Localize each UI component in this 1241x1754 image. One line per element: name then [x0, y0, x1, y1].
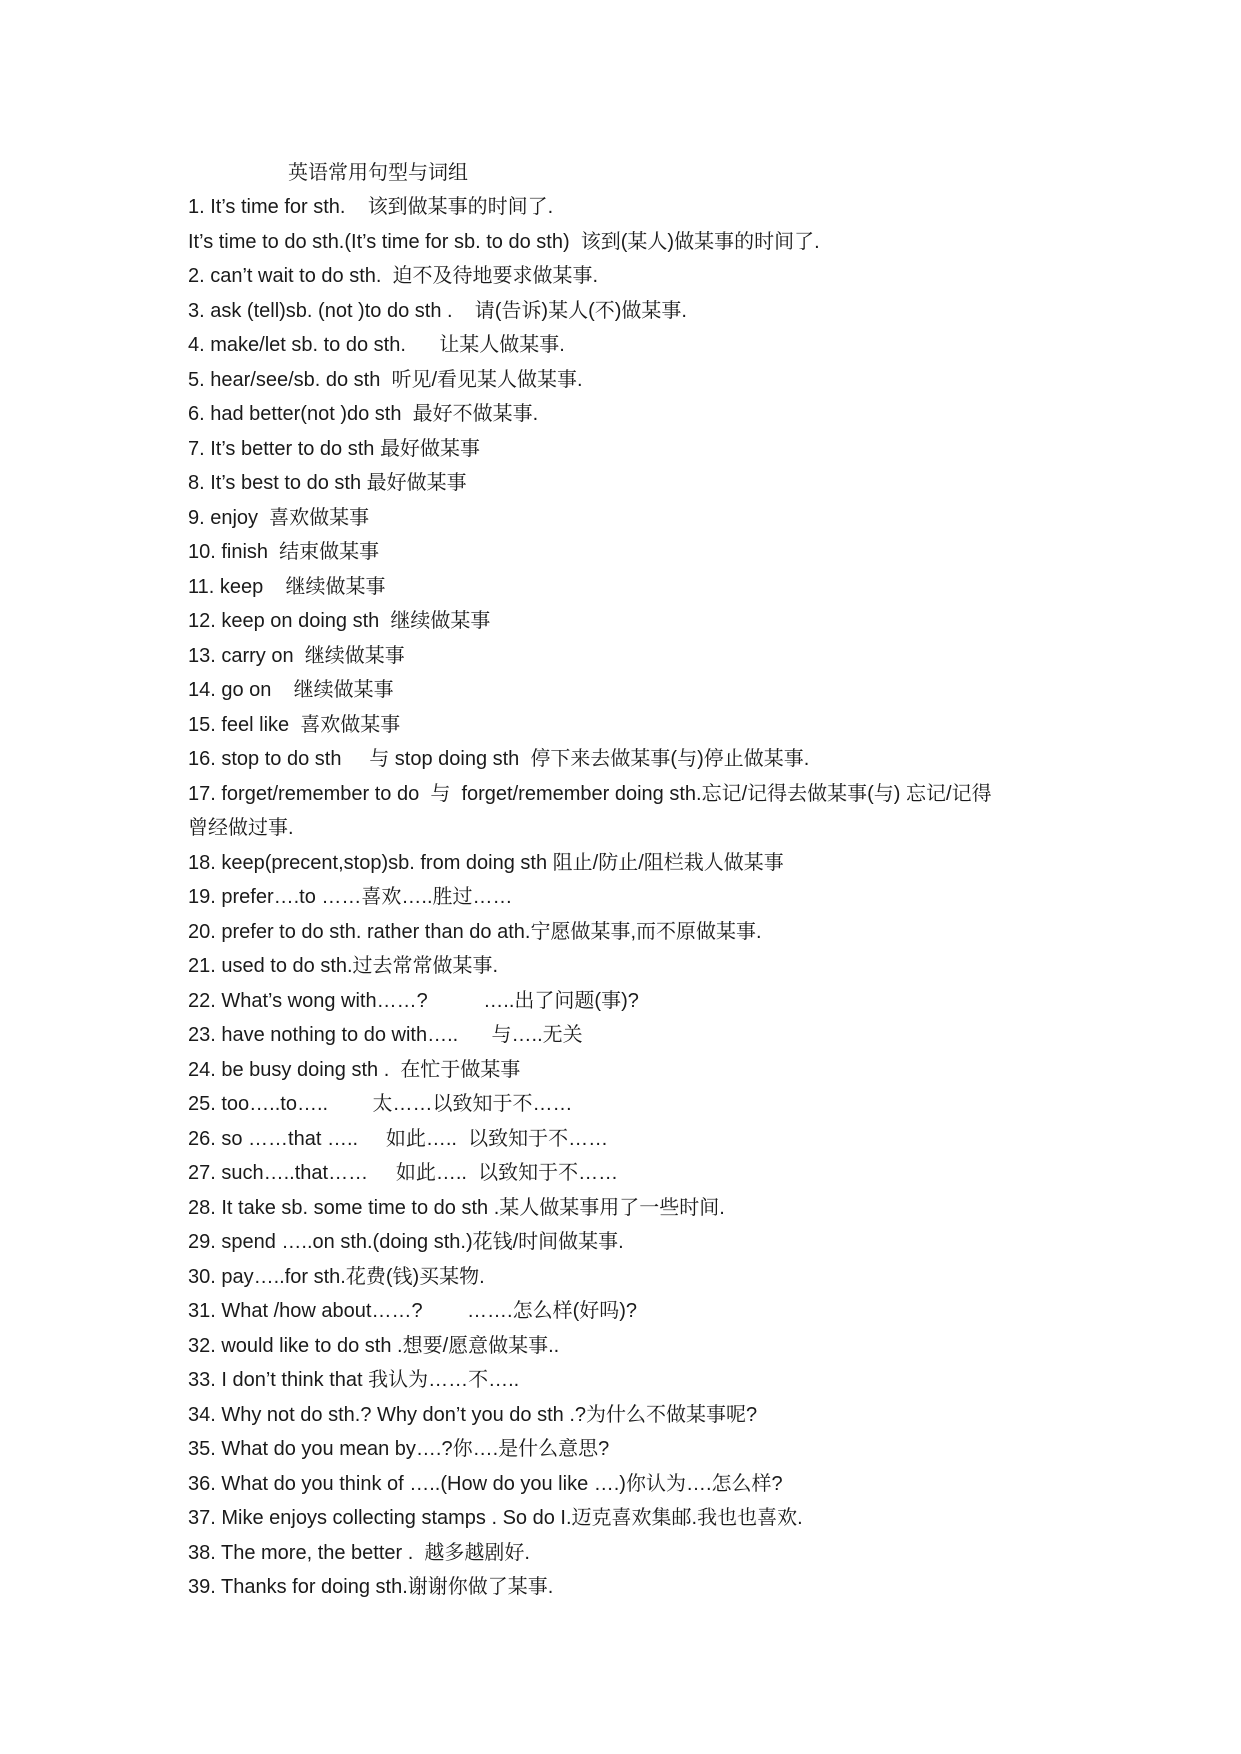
- phrase-line: 31. What /how about……? …….怎么样(好吗)?: [188, 1300, 638, 1322]
- phrase-line: 25. too…..to….. 太……以致知于不……: [188, 1093, 573, 1115]
- phrase-list: [188, 190, 1068, 1605]
- phrase-line: 11. keep 继续做某事: [188, 575, 386, 598]
- phrase-line: 26. so ……that ….. 如此….. 以致知于不……: [188, 1127, 609, 1150]
- phrase-line: 33. I don’t think that 我认为……不…..: [188, 1369, 520, 1391]
- phrase-line: 曾经做过事.: [188, 817, 294, 839]
- phrase-line: 32. would like to do sth .想要/愿意做某事..: [188, 1334, 560, 1357]
- phrase-line: It’s time to do sth.(It’s time for sb. to do sth) 该到(某人)做某事的时间了.: [188, 230, 820, 253]
- phrase-line: 8. It’s best to do sth 最好做某事: [188, 472, 467, 494]
- phrase-line: 10. finish 结束做某事: [188, 541, 380, 563]
- phrase-line: 21. used to do sth.过去常常做某事.: [188, 955, 499, 977]
- phrase-line: 19. prefer….to ……喜欢…..胜过……: [188, 886, 513, 908]
- phrase-line: 28. It take sb. some time to do sth .某人做某事用了一些时间.: [188, 1196, 725, 1219]
- phrase-line: 3. ask (tell)sb. (not )to do sth . 请(告诉)某人(不)做某事.: [188, 299, 687, 322]
- phrase-line: 15. feel like 喜欢做某事: [188, 713, 401, 736]
- phrase-line: 39. Thanks for doing sth.谢谢你做了某事.: [188, 1576, 554, 1598]
- phrase-line: 30. pay…..for sth.花费(钱)买某物.: [188, 1265, 485, 1288]
- phrase-line: 34. Why not do sth.? Why don’t you do sth .?为什么不做某事呢?: [188, 1403, 758, 1426]
- phrase-line: 20. prefer to do sth. rather than do ath.宁愿做某事,而不原做某事.: [188, 920, 762, 943]
- phrase-line: 16. stop to do sth 与 stop doing sth 停下来去做某事(与)停止做某事.: [188, 748, 810, 770]
- phrase-line: 1. It’s time for sth. 该到做某事的时间了.: [188, 196, 554, 218]
- phrase-line: 37. Mike enjoys collecting stamps . So do I.迈克喜欢集邮.我也也喜欢.: [188, 1507, 803, 1529]
- phrase-line: 2. can’t wait to do sth. 迫不及待地要求做某事.: [188, 265, 599, 287]
- phrase-line: 23. have nothing to do with….. 与…..无关: [188, 1024, 583, 1046]
- phrase-line: 22. What’s wong with……? …..出了问题(事)?: [188, 989, 639, 1012]
- document-title: 英语常用句型与词组: [288, 160, 468, 184]
- phrase-line: 4. make/let sb. to do sth. 让某人做某事.: [188, 334, 565, 356]
- phrase-line: 13. carry on 继续做某事: [188, 644, 405, 667]
- phrase-line: 12. keep on doing sth 继续做某事: [188, 610, 491, 632]
- phrase-line: 14. go on 继续做某事: [188, 679, 394, 701]
- phrase-line: 35. What do you mean by….?你….是什么意思?: [188, 1438, 610, 1460]
- phrase-line: 24. be busy doing sth . 在忙于做某事: [188, 1058, 521, 1081]
- phrase-line: 7. It’s better to do sth 最好做某事: [188, 437, 480, 460]
- phrase-line: 17. forget/remember to do 与 forget/remember doing sth.忘记/记得去做某事(与) 忘记/记得: [188, 782, 992, 805]
- phrase-line: 29. spend …..on sth.(doing sth.)花钱/时间做某事.: [188, 1231, 624, 1253]
- phrase-line: 6. had better(not )do sth 最好不做某事.: [188, 403, 539, 425]
- phrase-line: 27. such…..that…… 如此….. 以致知于不……: [188, 1162, 619, 1184]
- phrase-line: 38. The more, the better . 越多越剧好.: [188, 1541, 530, 1564]
- phrase-line: 18. keep(precent,stop)sb. from doing sth 阻止/防止/阻栏栽人做某事: [188, 851, 784, 874]
- phrase-line: 9. enjoy 喜欢做某事: [188, 506, 370, 529]
- phrase-line: 36. What do you think of …..(How do you like ….)你认为….怎么样?: [188, 1472, 783, 1495]
- phrase-line: 5. hear/see/sb. do sth 听见/看见某人做某事.: [188, 368, 583, 391]
